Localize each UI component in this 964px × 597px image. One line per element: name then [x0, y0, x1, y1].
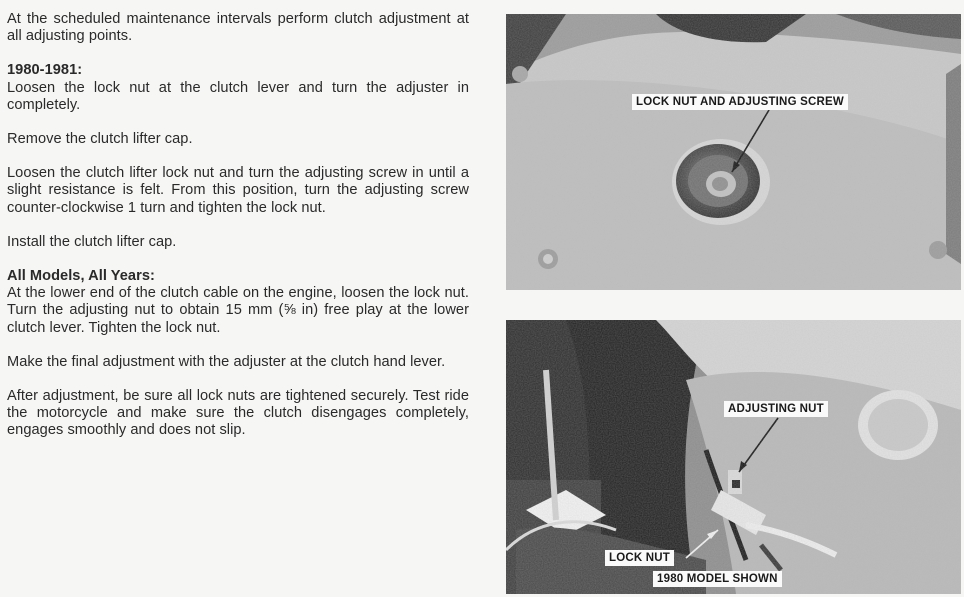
heading-all-models: All Models, All Years: [7, 268, 155, 285]
engine-case-photo [506, 14, 961, 290]
callout-lock-nut: LOCK NUT [605, 550, 674, 566]
step-install-lifter-cap: Install the clutch lifter cap. [7, 233, 177, 250]
clutch-cable-photo [506, 320, 961, 594]
heading-1980-1981: 1980-1981: [7, 62, 83, 79]
step-lower-cable-adjust: At the lower end of the clutch cable on the engine, loosen the lock nut. Turn the adjusting nut to obtain 15 mm (⅝ in) free play at the lower clutch lever. Tighten the lock nut. [7, 285, 469, 336]
step-loosen-lever-lock-nut: Loosen the lock nut at the clutch lever and turn the adjuster in completely. [7, 79, 469, 113]
step-test-ride: After adjustment, be sure all lock nuts are tightened securely. Test ride the motorcycle and make sure the clutch disengages completely, engages smoothly and does not slip. [7, 388, 469, 439]
intro-paragraph: At the scheduled maintenance intervals perform clutch adjustment at all adjusting points. [7, 11, 469, 45]
photo-lower-clutch-cable [506, 320, 961, 594]
callout-adjusting-nut: ADJUSTING NUT [724, 401, 828, 417]
instructions-column [7, 0, 469, 440]
step-remove-lifter-cap: Remove the clutch lifter cap. [7, 131, 193, 148]
callout-lock-nut-adjusting-screw: LOCK NUT AND ADJUSTING SCREW [632, 94, 848, 110]
step-final-adjustment: Make the final adjustment with the adjuster at the clutch hand lever. [7, 353, 446, 370]
caption-1980-model-shown: 1980 MODEL SHOWN [653, 571, 782, 587]
step-adjust-screw: Loosen the clutch lifter lock nut and turn the adjusting screw in until a slight resistance is felt. From this position, turn the adjusting screw counter-clockwise 1 turn and tighten the lock nut. [7, 165, 469, 216]
photo-lifter-cap [506, 14, 961, 290]
